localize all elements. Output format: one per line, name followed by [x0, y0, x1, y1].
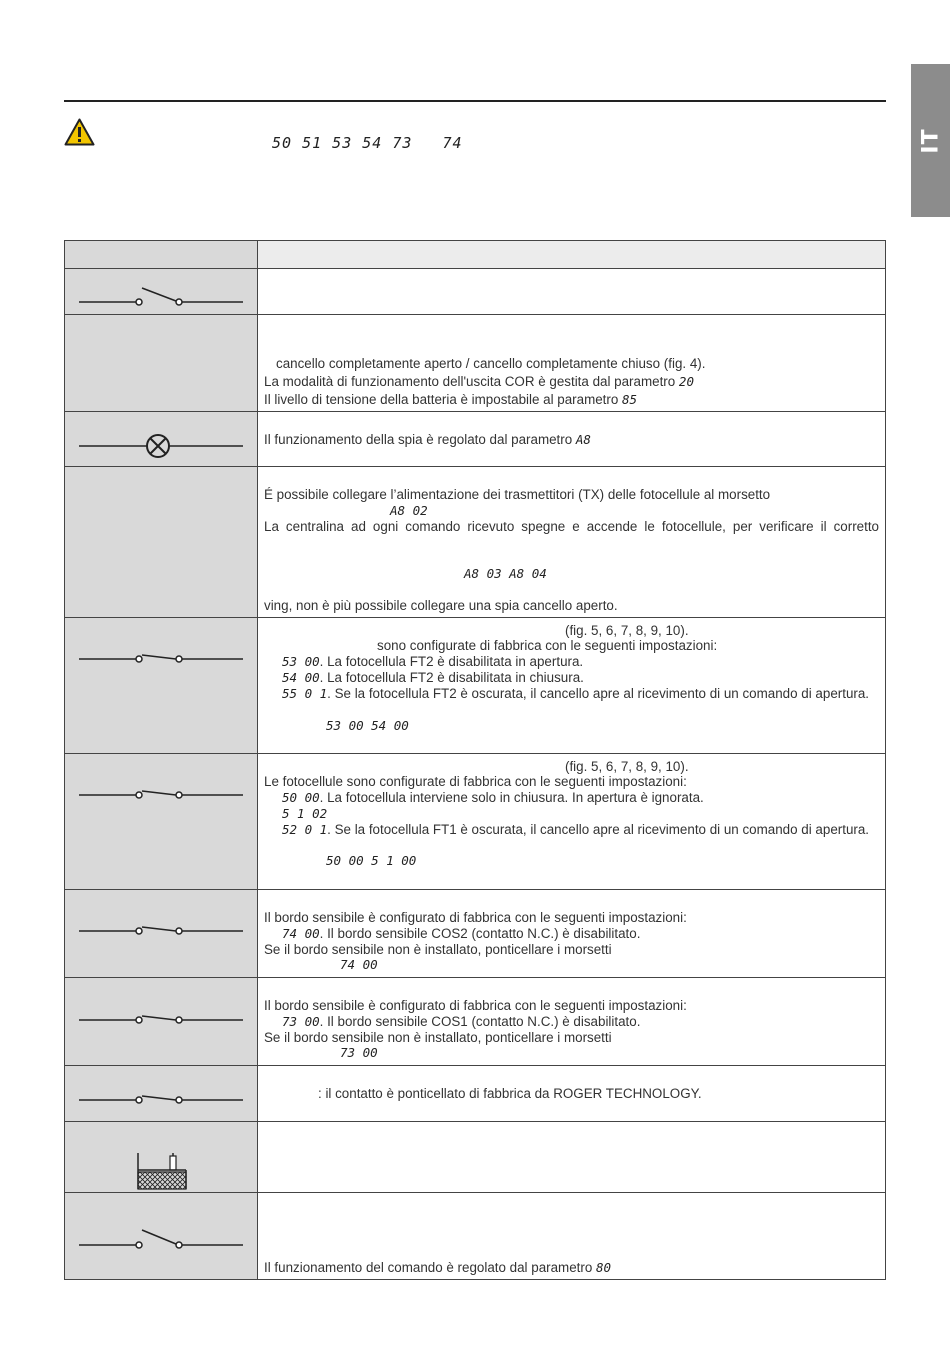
description-cell	[258, 467, 886, 618]
description-line: 50 00. La fotocellula interviene solo in chiusura. In apertura è ignorata.	[282, 790, 704, 805]
description-line: Se il bordo sensibile non è installato, ponticellare i morsetti	[264, 942, 612, 957]
normally-open-contact-icon	[65, 269, 257, 315]
description-line: 52 0 1. Se la fotocellula FT1 è oscurata, il cancello apre al ricevimento di un comando di apertura.	[282, 822, 870, 837]
symbol-cell	[65, 754, 258, 890]
symbol-cell	[65, 1122, 258, 1193]
description-cell	[258, 412, 886, 467]
top-rule	[64, 100, 886, 102]
table-row	[65, 754, 886, 890]
parameter-code: 50 00	[282, 790, 320, 805]
symbol-cell	[65, 412, 258, 467]
parameter-code: 73 00	[340, 1045, 378, 1060]
parameter-code: A8 03 A8 04	[464, 566, 547, 581]
symbol-cell	[65, 467, 258, 618]
language-tab	[911, 64, 950, 217]
terminal-table	[64, 240, 886, 1280]
table-header-row	[65, 241, 886, 269]
description-line: : il contatto è ponticellato di fabbrica da ROGER TECHNOLOGY.	[318, 1086, 702, 1101]
table-row	[65, 890, 886, 978]
description-line: La centralina ad ogni comando ricevuto spegne e accende le fotocellule, per verificare il corretto	[264, 519, 879, 534]
description-cell	[258, 890, 886, 978]
parameter-code: 52 0 1	[282, 822, 328, 837]
description-cell	[258, 1122, 886, 1193]
description-cell	[258, 978, 886, 1066]
parameter-code: 85	[622, 392, 638, 407]
lamp-icon	[65, 412, 257, 467]
description-cell	[258, 1193, 886, 1280]
parameter-code: 73 00	[282, 1014, 320, 1029]
description-line: Se il bordo sensibile non è installato, ponticellare i morsetti	[264, 1030, 612, 1045]
symbol-cell	[65, 1193, 258, 1280]
description-line: (fig. 5, 6, 7, 8, 9, 10).	[565, 759, 689, 774]
parameter-code: 80	[596, 1260, 612, 1275]
parameter-code: 74 00	[340, 957, 378, 972]
symbol-cell	[65, 978, 258, 1066]
table-row	[65, 412, 886, 467]
symbol-cell	[65, 618, 258, 754]
normally-closed-contact-icon	[65, 754, 257, 890]
description-line: 55 0 1. Se la fotocellula FT2 è oscurata, il cancello apre al ricevimento di un comando di apertura.	[282, 686, 870, 701]
normally-closed-contact-icon	[65, 978, 257, 1066]
parameter-code: 53 00 54 00	[326, 718, 409, 733]
parameter-code: 5 1 02	[282, 806, 328, 821]
table-row	[65, 1066, 886, 1122]
header-symbol-cell	[65, 241, 258, 269]
description-line: Il funzionamento della spia è regolato dal parametro A8	[264, 432, 591, 447]
description-cell	[258, 1066, 886, 1122]
symbol-cell	[65, 269, 258, 315]
normally-closed-contact-icon	[65, 618, 257, 754]
warning-icon	[64, 118, 95, 146]
language-tab-label: IT	[918, 127, 943, 154]
description-line: Il funzionamento del comando è regolato dal parametro 80	[264, 1260, 612, 1275]
description-cell	[258, 754, 886, 890]
normally-closed-contact-icon	[65, 1066, 257, 1122]
symbol-cell	[65, 315, 258, 412]
symbol-cell	[65, 890, 258, 978]
description-line: (fig. 5, 6, 7, 8, 9, 10).	[565, 623, 689, 638]
parameter-code: 53 00	[282, 654, 320, 669]
table-row	[65, 1122, 886, 1193]
symbol-cell	[65, 1066, 258, 1122]
description-line: La modalità di funzionamento dell'uscita COR è gestita dal parametro 20	[264, 374, 694, 389]
parameter-code: 50 00 5 1 00	[326, 853, 417, 868]
table-row	[65, 978, 886, 1066]
description-line: cancello completamente aperto / cancello completamente chiuso (fig. 4).	[276, 356, 706, 371]
description-line: 53 00. La fotocellula FT2 è disabilitata in apertura.	[282, 654, 584, 669]
description-line: 54 00. La fotocellula FT2 è disabilitata in chiusura.	[282, 670, 584, 685]
table-row	[65, 269, 886, 315]
parameter-code: 54 00	[282, 670, 320, 685]
warning-parameters: 50 51 53 54 73 74	[272, 134, 463, 152]
description-line: 73 00. Il bordo sensibile COS1 (contatto N.C.) è disabilitato.	[282, 1014, 641, 1029]
parameter-code: 20	[678, 374, 694, 389]
description-line: Il bordo sensibile è configurato di fabbrica con le seguenti impostazioni:	[264, 998, 687, 1013]
table-row	[65, 618, 886, 754]
antenna-terminal-icon	[65, 1122, 257, 1193]
normally-open-contact-icon	[65, 1193, 257, 1280]
parameter-code: 55 0 1	[282, 686, 328, 701]
parameter-code: A8 02	[390, 503, 428, 518]
table-row	[65, 1193, 886, 1280]
description-cell	[258, 315, 886, 412]
parameter-code: A8	[575, 432, 591, 447]
description-line: É possibile collegare l’alimentazione dei trasmettitori (TX) delle fotocellule al morsetto	[264, 487, 771, 502]
table-row	[65, 467, 886, 618]
table-row	[65, 315, 886, 412]
normally-closed-contact-icon	[65, 890, 257, 978]
description-line: sono configurate di fabbrica con le seguenti impostazioni:	[377, 638, 718, 653]
description-cell	[258, 269, 886, 315]
description-line: Il livello di tensione della batteria è impostabile al parametro 85	[264, 392, 638, 407]
description-line: Le fotocellule sono configurate di fabbrica con le seguenti impostazioni:	[264, 774, 687, 789]
description-cell	[258, 618, 886, 754]
description-line: ving, non è più possibile collegare una spia cancello aperto.	[264, 598, 618, 613]
description-line: 74 00. Il bordo sensibile COS2 (contatto N.C.) è disabilitato.	[282, 926, 641, 941]
description-line: Il bordo sensibile è configurato di fabbrica con le seguenti impostazioni:	[264, 910, 687, 925]
header-description-cell	[258, 241, 886, 269]
parameter-code: 74 00	[282, 926, 320, 941]
